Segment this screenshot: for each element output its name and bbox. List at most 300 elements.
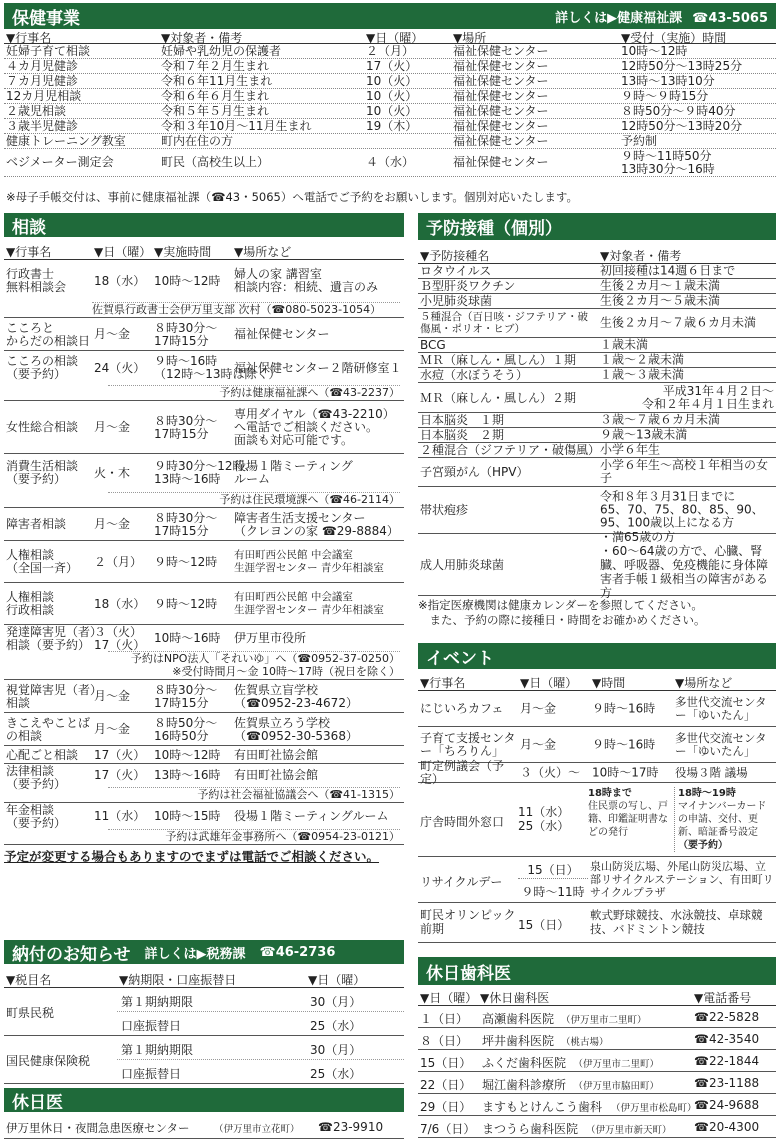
item-name: 人権相談 行政相談 [6,590,55,617]
column-header: ▼実施時間 [154,245,212,259]
column-header: ▼場所など [234,245,292,259]
dentist-name: 堀江歯科診療所 [482,1078,567,1092]
item-time: ８時30分～ 17時15分 [154,320,218,348]
clinic-name: 伊万里休日・夜間急患医療センター [6,1121,190,1135]
table-cell: 福祉保健センター [453,119,549,133]
event-cell: 役場３階 議場 [675,765,748,779]
list-item [418,368,776,383]
table-cell: 福祉保健センター [453,74,549,88]
item-date: ２（月） [94,554,143,569]
kyujitsui-title-bar [4,1088,404,1112]
section-title: 休日医 [12,1092,63,1113]
section-title: 予防接種（個別） [426,219,562,239]
table-row [4,988,404,1036]
event-cell: ９時～16時 [592,737,656,751]
info-more-link: 詳しくは▶税務課 [144,946,246,962]
item-date: 火・木 [94,465,131,480]
event-section [418,643,776,949]
vaccine-target: 生後２カ月～７歳６カ月未満 [600,315,757,330]
table-cell: 12時50分～13時20分 [621,119,743,133]
note: ※母子手帳交付は、事前に健康福祉課（☎43・5065）へ電話でご予約をお願いします。個別対応いたします。 [6,190,579,204]
event-cell: 町定例議会（予定） [420,758,505,786]
event-date: 15（日） [518,861,588,879]
event-cell: ９時～16時 [592,701,656,715]
vaccine-name: ＭＲ（麻しん・風しん）１期 [420,353,577,367]
dentist-name: 坪井歯科医院 [482,1034,555,1048]
event-cell: 月～金 [520,737,557,751]
tax-item [117,988,404,1012]
time-heading: 18時まで [588,788,632,799]
tax-item-date: 30（月） [310,1043,362,1057]
list-item [418,529,776,600]
vaccine-name: 水痘（水ぼうそう） [420,368,529,382]
vaccine-target: １歳未満 [600,337,649,352]
list-item [418,1028,776,1050]
event-cell: ３（火）～ [520,765,581,779]
yobou-section [418,213,776,635]
list-item [418,857,776,903]
item-time: ９時30分～12時、 13時～16時 [154,459,257,486]
event-name: 町民オリンピック前期 [420,908,516,936]
time-block [588,787,672,839]
item-place: 専用ダイヤル（☎43-2210） へ電話でご相談ください。 面談も対応可能です。 [234,407,395,447]
vaccine-name: 子宮頸がん（HPV） [420,465,529,479]
table-row [4,74,776,89]
item-date: 月～金 [94,420,131,434]
item-date: 月～金 [94,722,131,736]
event-cell: 多世代交流センター「ゆいたん」 [675,694,767,722]
tax-name: 国民健康保険税 [6,1054,91,1068]
item-name: 消費生活相談 （要予約） [6,459,79,486]
list-item [418,1116,776,1138]
event-cell: にじいろカフェ [420,701,504,715]
section-title: イベント [426,648,494,669]
vaccine-target: 初回接種は14週６日まで [600,263,736,278]
dentist-address: （伊万里市二里町） [573,1059,660,1070]
table-row [4,149,776,177]
table-row [4,44,776,59]
phone-number: ☎22-1844 [694,1054,760,1068]
item-place: 役場１階ミーティング ルーム [234,459,353,486]
vaccine-name: 成人用肺炎球菌 [420,557,505,572]
event-date: 15（日） [518,918,570,932]
phone-number: ☎22-5828 [694,1010,760,1024]
item-date: 18（水） [94,596,146,611]
table-cell: 福祉保健センター [453,134,549,148]
list-item [418,413,776,428]
item-date: 11（水） [94,808,146,823]
dentist-address: （伊万里市二里町） [561,1015,647,1026]
item-date: 18（水） [94,273,146,288]
event-date: 11（水） 25（水） [518,805,570,833]
list-item [4,1115,404,1139]
reservation-note: （要予約） [678,840,728,851]
list-item [418,691,776,727]
list-item [418,353,776,368]
column-header: ▼休日歯科医 [480,991,550,1005]
table-cell: ９時～９時15分 [621,89,709,103]
item-date: ３（火） 17（火） [94,625,146,652]
vaccine-name: 帯状疱疹 [420,503,469,517]
list-item [4,764,404,803]
soudan-header [4,240,404,260]
table-cell: ２（月） [366,44,415,58]
item-time: ８時30分～ 17時15分 [154,510,218,538]
list-item [4,746,404,764]
item-date: 17（火） [94,747,146,762]
tax-name: 町県民税 [6,1006,55,1020]
event-cell: 多世代交流センター「ゆいたん」 [675,730,767,758]
info-more-link: 詳しくは▶健康福祉課 [555,10,683,26]
table-cell: 福祉保健センター [453,104,549,118]
list-item [4,260,404,318]
item-name: 視覚障害児（者） 相談 [6,682,103,710]
table-cell: 10（火） [366,74,418,88]
vaccine-name: ５種混合（百日咳・ジフテリア・破傷風・ポリオ・ヒブ） [420,311,588,335]
tax-item-label: 口座振替日 [121,1067,182,1081]
table-cell: ４（水） [366,155,415,169]
time-block [674,787,774,852]
column-header: ▼予防接種名 [420,249,490,263]
item-date: 月～金 [94,689,131,703]
item-place: 伊万里市役所 [234,631,307,645]
tax-item-label: 第１期納期限 [121,995,194,1009]
notice-text: 予定が変更する場合もありますのでまずは電話でご相談ください。 [4,849,380,864]
dentist-date: １（日） [420,1012,469,1026]
dentist-address: （伊万里市脇田町） [573,1081,660,1092]
event-cell: 子育て支援センター「ちろりん」 [420,730,516,758]
hoken-section [4,3,776,210]
item-place: 福祉保健センター [234,327,330,341]
table-cell: ２歳児相談 [6,104,67,118]
table-cell: 福祉保健センター [453,155,549,169]
soudan-title-bar [4,213,404,237]
table-cell: ８時50分～９時40分 [621,104,736,118]
item-time: ８時30分～ 17時15分 [154,413,218,441]
tax-item-label: 口座振替日 [121,1019,182,1033]
dentist-date: 22（日） [420,1078,472,1092]
table-row [4,89,776,104]
dentist-name: ふくだ歯科医院 [482,1056,567,1070]
table-cell: ベジメーター測定会 [6,155,114,169]
hoken-header [4,29,776,44]
list-item [418,458,776,487]
vaccine-target: 小学６年生～高校１年相当の女子 [600,458,769,485]
dentist-address: （伊万里市新天町） [586,1125,672,1136]
table-cell: 19（木） [366,119,418,133]
tax-item [117,1012,404,1036]
sub-note: 予約は社会福祉協議会へ（☎41-1315） [108,787,400,801]
item-name: こころと からだの相談日 [6,320,91,348]
table-cell: 12時50分～13時25分 [621,59,743,73]
phone-number: ☎23-9910 [318,1120,384,1134]
item-place: 有田町社協会館 [234,768,319,782]
column-header: ▼納期限・口座振替日 [119,973,237,987]
list-item [418,1006,776,1028]
vaccine-name: ２種混合（ジフテリア・破傷風） [420,443,601,457]
column-header: ▼日（曜） [94,245,152,259]
list-item [418,783,776,857]
vaccine-name: ＭＲ（麻しん・風しん）２期 [420,390,577,405]
table-cell: 福祉保健センター [453,44,549,58]
event-name: リサイクルデー [420,875,503,889]
table-cell: ９時～11時50分 13時30分～16時 [621,149,715,176]
hoken-table [4,44,776,177]
phone-number: ☎43-5065 [692,10,768,26]
section-title: 保健事業 [12,8,80,29]
phone-number: ☎20-4300 [694,1120,760,1134]
column-header: ▼受付（実施）時間 [621,31,727,45]
column-header: ▼対象者・備考 [161,31,243,45]
vaccine-target: 平成31年４月２日～ 令和２年４月１日生まれ [641,383,774,411]
table-cell: ７カ月児健診 [6,74,79,88]
table-cell: 10（火） [366,89,418,103]
event-title-bar [418,643,776,669]
vaccine-target: ３歳～７歳６カ月未満 [600,412,721,427]
table-cell: 福祉保健センター [453,59,549,73]
vaccine-target: 令和８年３月31日までに 65、70、75、80、85、90、 95、100歳以上になる方 [600,489,764,530]
column-header: ▼対象者・備考 [600,249,682,263]
column-header: ▼行事名 [6,31,52,45]
vaccine-target: 生後２カ月～１歳未満 [600,278,721,293]
table-cell: 令和６年６月生まれ [161,89,270,103]
table-row [4,119,776,134]
list-item [418,428,776,443]
column-header: ▼場所 [453,31,487,45]
column-header: ▼日（曜） [420,991,478,1005]
event-header [418,671,776,691]
list-item [4,351,404,401]
list-item [418,1094,776,1116]
event-name: 庁舎時間外窓口 [420,815,505,829]
list-item [4,713,404,746]
soudan-section [4,213,404,938]
nouzei-section [4,940,404,1086]
list-item [418,758,776,786]
event-place: 軟式野球競技、水泳競技、卓球競技、バドミントン競技 [590,908,763,936]
vaccine-name: 日本脳炎 １期 [420,413,505,427]
list-item [4,318,404,351]
event-place: 泉山防災広場、外尾山防災広場、立部リサイクルステーション、有田町リサイクルプラザ [590,860,774,899]
time-detail: 住民票の写し、戸籍、印鑑証明書などの発行 [588,801,668,838]
list-item [4,583,404,625]
list-item [4,454,404,508]
yobou-title-bar [418,213,776,240]
item-place: 有田町西公民館 中会議室 生涯学習センター 青少年相談室 [234,591,384,616]
column-header: ▼日（曜） [520,676,578,690]
column-header: ▼行事名 [6,245,52,259]
list-item [4,541,404,583]
item-time: ９時～12時 [154,596,218,611]
item-name: 人権相談 （全国一斉） [6,548,79,575]
item-place: 役場１階ミーティングルーム [234,808,389,823]
dentist-name: まつうら歯科医院 [482,1122,579,1136]
phone-number: ☎23-1188 [694,1076,760,1090]
item-place: 佐賀県立盲学校 （☎0952-23-4672） [234,682,358,710]
table-cell: 12カ月児相談 [6,89,82,103]
list-item [418,309,776,338]
time-detail: マイナンバーカードの申請、交付、更新、暗証番号設定 [678,801,767,838]
item-time: 10時～12時 [154,273,221,288]
vaccine-target: １歳～３歳未満 [600,367,685,382]
item-place: 婦人の家 講習室 相談内容：相続、遺言のみ [234,267,379,294]
table-cell: 健康トレーニング教室 [6,134,126,148]
vaccine-name: ロタウイルス [420,264,492,278]
vaccine-name: 小児肺炎球菌 [420,294,493,308]
list-item [4,401,404,454]
event-cell: 月～金 [520,701,557,715]
dentist-date: ８（日） [420,1034,469,1048]
table-cell: 10時～12時 [621,44,688,58]
table-cell: 令和６年11月生まれ [161,74,273,88]
phone-number: ☎46-2736 [259,944,336,960]
tax-item-date: 25（水） [310,1067,362,1081]
item-date: 月～金 [94,517,131,531]
list-item [418,903,776,943]
vaccine-target: １歳～２歳未満 [600,352,685,367]
column-header: ▼行事名 [420,676,466,690]
item-place: 障害者生活支援センター （クレヨンの家 ☎29-8884） [234,510,399,538]
tax-item [117,1060,404,1084]
item-place: 佐賀県立ろう学校 （☎0952-30-5368） [234,715,358,743]
item-date: 月～金 [94,327,131,341]
kyujitsui-section [4,1088,404,1140]
phone-number: ☎42-3540 [694,1032,760,1046]
vaccine-name: 日本脳炎 ２期 [420,428,505,442]
column-header: ▼時間 [592,676,626,690]
note: ※指定医療機関は健康カレンダーを参照してください。 また、予約の際に接種日・時間をお確かめください。 [418,598,706,627]
table-cell: 妊婦や乳幼児の保護者 [161,44,282,58]
item-place: 有田町社協会館 [234,747,319,762]
table-cell: 町民（高校生以上） [161,155,270,169]
dentist-name: 高瀬歯科医院 [482,1012,555,1026]
dentist-address: （伊万里市松島町） [611,1103,697,1114]
table-row [4,104,776,119]
item-time: ９時～16時 （12時～13時は除く） [154,354,281,381]
list-item [4,680,404,713]
dentist-date: 7/6（日） [420,1122,476,1136]
item-name: 行政書士 無料相談会 [6,267,67,294]
item-name: 心配ごと相談 [6,747,79,762]
column-header: ▼場所など [675,676,733,690]
list-item [418,338,776,353]
hoken-title-bar [4,3,776,29]
table-cell: 13時～13時10分 [621,74,715,88]
item-name: 年金相談 （要予約） [6,803,67,830]
column-header: ▼電話番号 [694,991,752,1005]
nouzei-title-bar [4,940,404,964]
tax-item-date: 25（水） [310,1019,362,1033]
vaccine-name: Ｂ型肝炎ワクチン [420,279,516,293]
list-item [418,279,776,294]
list-item [418,1050,776,1072]
table-cell: 町内在住の方 [161,134,234,148]
table-row [4,134,776,149]
nouzei-header [4,968,404,988]
shika-title-bar [418,957,776,985]
list-item [4,803,404,845]
item-name: こころの相談 （要予約） [6,354,79,381]
item-place: 福祉保健センター２階研修室１ [234,360,402,375]
table-cell: ４カ月児健診 [6,59,79,73]
list-item [418,487,776,534]
table-cell: ３歳半児健診 [6,119,79,133]
table-cell: 令和７年２月生まれ [161,59,270,73]
time-detail-wrap [678,800,774,852]
item-place: 有田町西公民館 中会議室 生涯学習センター 青少年相談室 [234,549,384,574]
table-cell: 17（火） [366,59,418,73]
phone-number: ☎24-9688 [694,1098,760,1112]
column-header: ▼税目名 [6,973,52,987]
sub-note: 予約は武雄年金事務所へ（☎0954-23-0121） [108,829,400,843]
table-row [4,1036,404,1084]
item-name: 女性総合相談 [6,420,79,434]
item-time: ８時30分～ 17時15分 [154,682,218,710]
clinic-address: （伊万里市立花町） [214,1124,300,1135]
item-date: 24（火） [94,360,146,375]
table-row [4,59,776,74]
sub-note: 佐賀県行政書士会伊万里支部 次村（☎080-5023-1054） [92,302,400,316]
vaccine-target: 小学６年生 [600,442,661,457]
section-title: 休日歯科医 [426,963,511,984]
item-name: 発達障害児（者） 相談（要予約） [6,625,103,652]
item-name: 法律相談 （要予約） [6,764,67,791]
tax-item-date: 30（月） [310,995,362,1009]
sub-note: 予約はNPO法人「それいゆ」へ（☎0952-37-0250） ※受付時間月～金 10時～17時（祝日を除く） [108,651,400,678]
table-cell: 10（火） [366,104,418,118]
yobou-header [418,243,776,264]
list-item [418,1072,776,1094]
list-item [4,625,404,680]
vaccine-target: ・満65歳の方 ・60～64歳の方で、心臓、腎臓、呼吸器、免疫機能に身体障害者手帳１級相当の障害がある方 [600,529,769,600]
item-time: ８時50分～ 16時50分 [154,715,218,743]
list-item [418,264,776,279]
table-cell: 福祉保健センター [453,89,549,103]
info-contact [555,7,768,26]
item-time: 10時～16時 [154,631,221,645]
section-title: 相談 [12,217,46,238]
dentist-date: 15（日） [420,1056,472,1070]
dentist-date: 29（日） [420,1100,472,1114]
item-name: きこえやことば の相談 [6,715,91,743]
list-item [418,294,776,309]
vaccine-target: ９歳～13歳未満 [600,427,688,442]
item-time: 13時～16時 [154,768,221,782]
column-header: ▼日（曜） [366,31,424,45]
dentist-name: ますもとけんこう歯科 [482,1100,603,1114]
vaccine-name: BCG [420,338,446,352]
vaccine-target: 生後２カ月～５歳未満 [600,293,721,308]
table-cell: 予約制 [621,134,658,148]
list-item [4,508,404,541]
item-name: 障害者相談 [6,517,67,531]
event-time: ９時～11時 [521,885,585,899]
item-date: 17（火） [94,768,146,782]
tax-item-label: 第１期納期限 [121,1043,194,1057]
list-item [418,443,776,458]
shika-section [418,957,776,1141]
column-header: ▼日（曜） [308,973,366,987]
sub-note: 予約は住民環境課へ（☎46-2114） [108,492,400,506]
item-time: 10時～15時 [154,808,221,823]
dentist-address: （桃古場） [561,1037,609,1048]
table-cell: 妊婦子育て相談 [6,44,91,58]
item-time: 10時～12時 [154,747,221,762]
table-cell: 令和３年10月～11月生まれ [161,119,312,133]
time-heading: 18時～19時 [678,788,736,799]
list-item [418,383,776,413]
tax-item [117,1036,404,1060]
